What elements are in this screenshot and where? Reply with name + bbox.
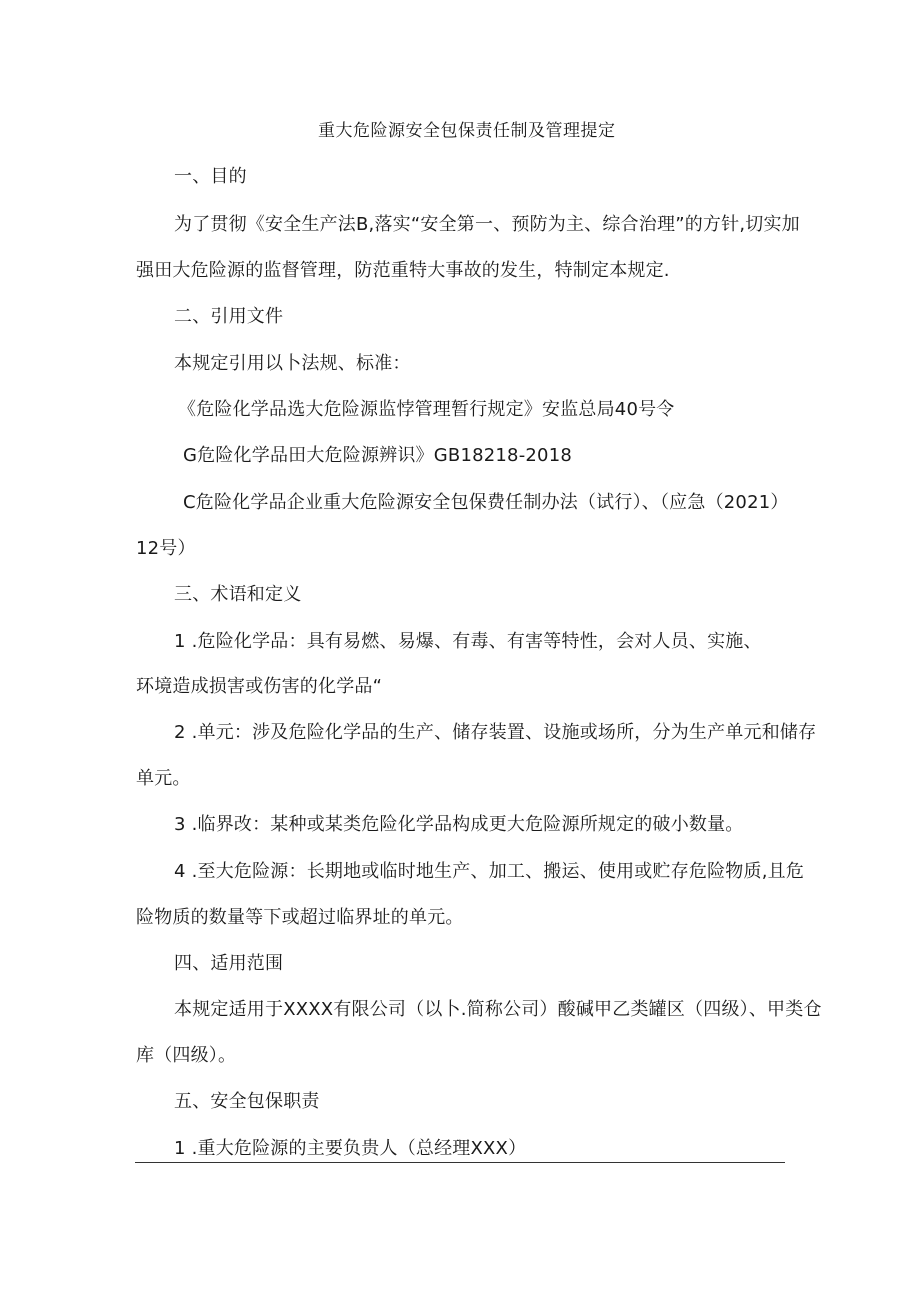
section-heading-scope: 四、适用范围 [174,953,284,974]
reference-item: G危险化学品田大危险源辨识》GB18218-2018 [183,445,573,466]
definition-item: 2 .单元：涉及危险化学品的生产、储存装置、设施或场所，分为生产单元和储存 [174,722,817,743]
paragraph-line: 库（四级）。 [136,1045,237,1066]
footer-divider [135,1162,785,1163]
section-heading-duties: 五、安全包保职责 [174,1091,320,1112]
section-heading-purpose: 一、目的 [174,166,247,187]
definition-item: 单元。 [136,768,191,789]
definition-item: 3 .临界改：某种或某类危险化学品构成更大危险源所规定的破小数量。 [174,814,744,835]
definition-item: 1 .危险化学品：具有易燃、易爆、有毒、有害等特性，会对人员、实施、 [174,631,762,652]
reference-item: C危险化学品企业重大危险源安全包保费任制办法（试行）、（应急（2021） [183,492,789,513]
reference-item: 《危险化学品选大危险源监悖管理暂行规定》安监总局40号令 [178,399,675,420]
definition-item: 险物质的数量等下或超过临界址的单元。 [136,907,464,928]
paragraph-line: 本规定引用以卜法规、标准： [174,353,411,374]
document-title: 重大危险源安全包保责任制及管理提定 [318,121,616,141]
paragraph-line: 强田大危险源的监督管理，防范重特大事故的发生，特制定本规定. [136,260,670,281]
reference-item: 12号） [136,538,196,559]
definition-item: 环境造成损害或伤害的化学品“ [136,676,383,697]
duty-item: 1 .重大危险源的主要负贵人（总经理XXX） [174,1138,527,1159]
paragraph-line: 为了贯彻《安全生产法B,落实“安全第一、预防为主、综合治理”的方针,切实加 [174,214,800,235]
section-heading-definitions: 三、术语和定义 [174,584,302,605]
paragraph-line: 本规定适用于XXXX有限公司（以卜.简称公司）酸碱甲乙类罐区（四级）、甲类仓 [174,999,822,1020]
section-heading-references: 二、引用文件 [174,306,284,327]
definition-item: 4 .至大危险源：长期地或临时地生产、加工、搬运、使用或贮存危险物质,且危 [174,861,805,882]
